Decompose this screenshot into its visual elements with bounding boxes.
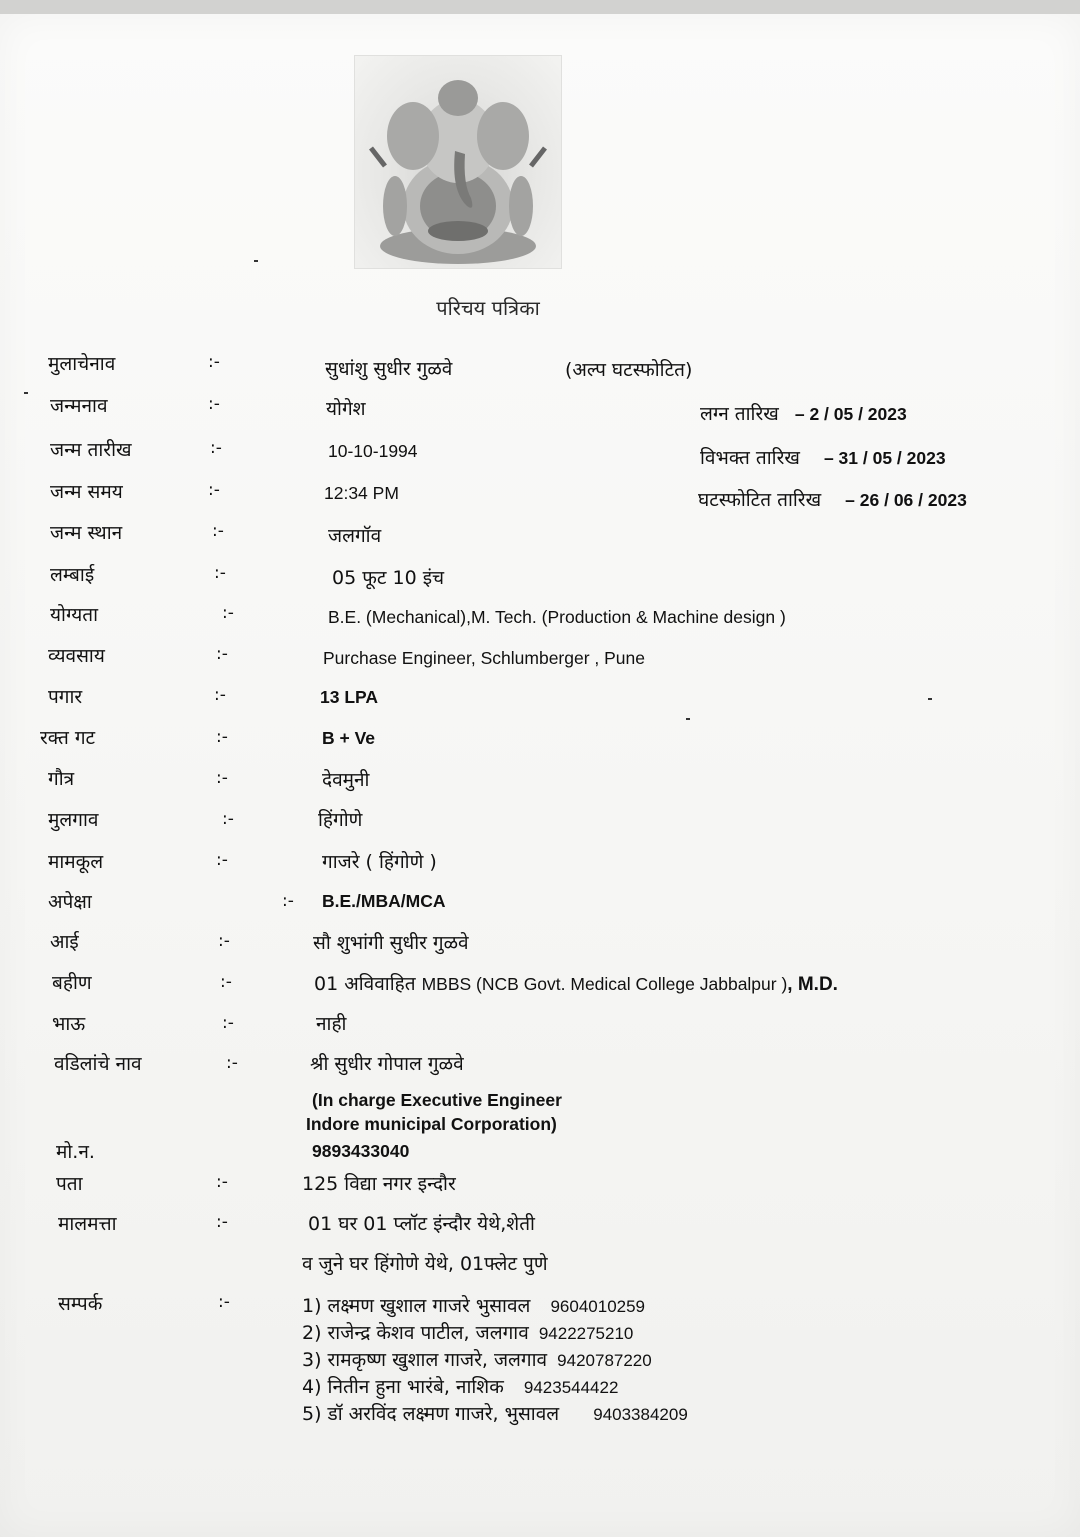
field-value-marital-note: (अल्प घटस्फोटित)	[565, 359, 693, 381]
contact-row	[302, 1373, 618, 1399]
address-separator: :-	[216, 1172, 228, 1192]
property-label: मालमत्ता	[58, 1213, 117, 1235]
field-label-salary: पगार	[48, 686, 83, 708]
contact-name: 2) राजेन्द्र केशव पाटील, जलगाव	[302, 1322, 529, 1344]
marriage-date-label: लग्न तारिख	[700, 403, 779, 425]
field-label-occupation: व्यवसाय	[48, 645, 105, 667]
field-value-gotra: देवमुनी	[322, 769, 370, 791]
field-separator: :-	[282, 891, 294, 911]
field-label-father-name: वडिलांचे नाव	[54, 1053, 142, 1075]
field-value-expectation: B.E./MBA/MCA	[322, 891, 446, 911]
field-value-occupation: Purchase Engineer, Schlumberger , Pune	[323, 648, 645, 668]
field-label-qualification: योग्यता	[50, 604, 99, 626]
scan-speck	[928, 698, 932, 700]
field-separator: :-	[218, 931, 230, 951]
contact-phone: 9604010259	[550, 1297, 646, 1316]
address-label: पता	[56, 1173, 83, 1195]
document-title: परिचय पत्रिका	[436, 296, 540, 320]
field-label-expectation: अपेक्षा	[48, 891, 92, 913]
field-label-birth-place: जन्म स्थान	[50, 522, 123, 544]
mobile-value: 9893433040	[312, 1141, 410, 1161]
field-separator: :-	[216, 644, 228, 664]
father-designation-line2: Indore municipal Corporation)	[306, 1114, 557, 1134]
field-value-mother: सौ शुभांगी सुधीर गुळवे	[313, 932, 469, 954]
contact-name: 4) नितीन हुना भारंबे, नाशिक	[302, 1376, 504, 1398]
field-label-birth-time: जन्म समय	[50, 481, 123, 503]
field-separator: :-	[210, 438, 222, 458]
divorce-date-value: – 26 / 06 / 2023	[845, 490, 967, 510]
property-separator: :-	[216, 1212, 228, 1232]
field-separator: :-	[208, 352, 220, 372]
field-label-blood-group: रक्त गट	[40, 727, 96, 749]
scan-top-edge	[0, 0, 1080, 14]
field-separator: :-	[222, 603, 234, 623]
field-label-birth-date: जन्म तारीख	[50, 439, 132, 461]
field-value-brother: नाही	[316, 1013, 347, 1035]
sister-md: , M.D.	[787, 974, 838, 995]
field-separator: :-	[214, 685, 226, 705]
field-label-birth-name: जन्मनाव	[50, 395, 108, 417]
field-value-blood-group: B + Ve	[322, 728, 376, 748]
scan-speck	[686, 718, 690, 720]
contact-phone: 9403384209	[593, 1405, 688, 1424]
separation-date-value: – 31 / 05 / 2023	[823, 448, 946, 468]
field-value-salary: 13 LPA	[320, 687, 379, 707]
field-label-mother: आई	[50, 931, 79, 953]
ganesha-photo	[354, 55, 562, 269]
contact-phone: 9423544422	[523, 1378, 619, 1397]
divorce-date	[698, 486, 967, 512]
property-line1: 01 घर 01 प्लॉट इंन्दौर येथे,शेती	[308, 1213, 535, 1235]
field-value-maternal-family: गाजरे ( हिंगोणे )	[322, 851, 437, 873]
father-designation-line1: (In charge Executive Engineer	[312, 1090, 562, 1110]
address-value: 125 विद्या नगर इन्दौर	[302, 1173, 456, 1195]
field-value-birth-date: 10-10-1994	[328, 441, 418, 461]
field-separator: :-	[216, 768, 228, 788]
field-label-native-village: मुलगाव	[48, 809, 99, 831]
contact-row	[302, 1346, 652, 1372]
ganesha-figure-icon	[355, 56, 561, 268]
contact-name: 1) लक्ष्मण खुशाल गाजरे भुसावल	[302, 1295, 531, 1317]
contact-label: सम्पर्क	[58, 1293, 103, 1315]
field-value-father-name: श्री सुधीर गोपाल गुळवे	[310, 1053, 464, 1075]
field-separator: :-	[216, 727, 228, 747]
contact-phone: 9422275210	[538, 1324, 634, 1343]
field-label-gotra: गौत्र	[48, 768, 75, 790]
contact-row	[302, 1400, 688, 1426]
marriage-date	[700, 400, 907, 426]
divorce-date-label: घटस्फोटित तारिख	[698, 489, 822, 511]
field-value-birth-name: योगेश	[326, 398, 366, 420]
field-label-brother: भाऊ	[52, 1013, 86, 1035]
field-value-height: 05 फूट 10 इंच	[332, 567, 445, 589]
separation-date	[700, 444, 946, 470]
contact-row	[302, 1319, 633, 1345]
separation-date-label: विभक्त तारिख	[700, 447, 800, 469]
sister-education: MBBS (NCB Govt. Medical College Jabbalpur )	[421, 974, 788, 994]
scan-speck	[254, 260, 258, 262]
field-value-sister	[314, 970, 838, 996]
field-separator: :-	[222, 809, 234, 829]
field-separator: :-	[212, 521, 224, 541]
field-separator: :-	[220, 972, 232, 992]
field-value-birth-place: जलगॉव	[328, 525, 382, 547]
contact-row	[302, 1292, 645, 1318]
contact-phone: 9420787220	[557, 1351, 652, 1370]
field-separator: :-	[208, 480, 220, 500]
sister-status: 01 अविवाहित	[314, 973, 416, 995]
field-separator: :-	[216, 850, 228, 870]
field-label-sister: बहीण	[52, 972, 92, 994]
mobile-label: मो.न.	[56, 1141, 95, 1163]
field-label-boy-name: मुलाचेनाव	[48, 353, 116, 375]
property-line2: व जुने घर हिंगोणे येथे, 01फ्लेट पुणे	[302, 1253, 548, 1275]
field-separator: :-	[214, 563, 226, 583]
field-value-native-village: हिंगोणे	[318, 809, 363, 831]
contact-name: 3) रामकृष्ण खुशाल गाजरे, जलगाव	[302, 1349, 548, 1371]
field-separator: :-	[208, 394, 220, 414]
field-value-qualification: B.E. (Mechanical),M. Tech. (Production & Machine design )	[328, 607, 786, 627]
contact-name: 5) डॉ अरविंद लक्ष्मण गाजरे, भुसावल	[302, 1403, 560, 1425]
field-separator: :-	[222, 1013, 234, 1033]
field-label-maternal-family: मामकूल	[48, 851, 104, 873]
contact-separator: :-	[218, 1292, 230, 1312]
field-separator: :-	[226, 1053, 238, 1073]
field-value-boy-name: सुधांशु सुधीर गुळवे	[325, 358, 453, 380]
scan-speck	[24, 392, 28, 394]
marriage-date-value: – 2 / 05 / 2023	[794, 404, 907, 424]
field-label-height: लम्बाई	[50, 564, 95, 586]
field-value-birth-time: 12:34 PM	[324, 483, 399, 503]
